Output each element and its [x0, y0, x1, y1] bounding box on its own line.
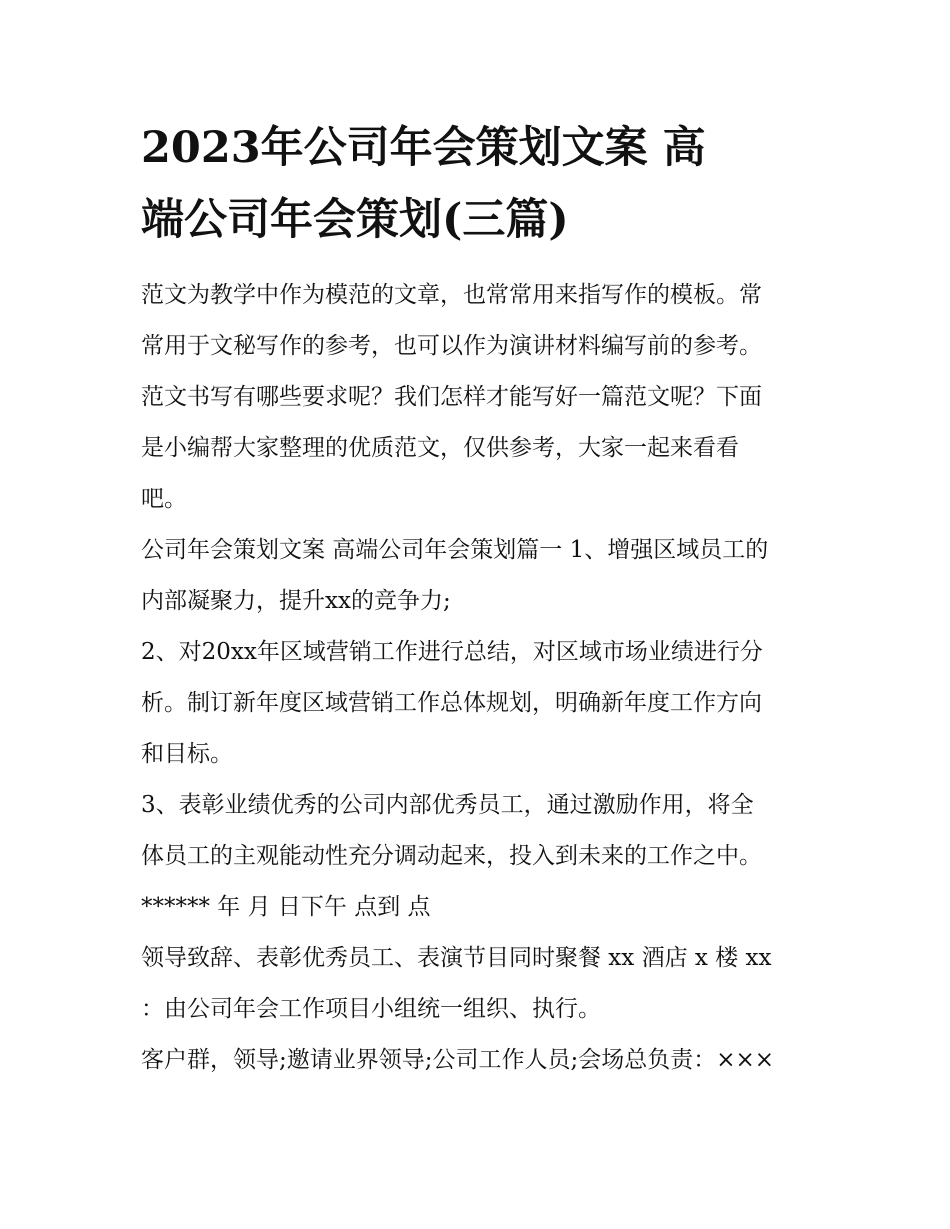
body-line-2: 常用于文秘写作的参考，也可以作为演讲材料编写前的参考。: [141, 333, 762, 359]
body-line-7: 内部凝聚力，提升xx的竞争力;: [141, 588, 451, 614]
body-line-15: ：由公司年会工作项目小组统一组织、执行。: [141, 996, 601, 1022]
document-title: [141, 112, 821, 256]
title-line-1: 2023年公司年会策划文案 高: [141, 123, 706, 173]
document-body: [141, 270, 821, 1086]
document-page: [141, 112, 821, 1086]
body-line-4: 是小编帮大家整理的优质范文，仅供参考，大家一起来看看: [141, 435, 739, 461]
body-line-5: 吧。: [141, 486, 187, 512]
body-line-16: 客户群，领导;邀请业界领导;公司工作人员;会场总负责：×××: [141, 1047, 775, 1073]
body-line-14: 领导致辞、表彰优秀员工、表演节目同时聚餐 xx 酒店 x 楼 xx: [141, 945, 772, 971]
body-line-12: 体员工的主观能动性充分调动起来，投入到未来的工作之中。: [141, 843, 762, 869]
body-line-3: 范文书写有哪些要求呢？我们怎样才能写好一篇范文呢？下面: [141, 384, 762, 410]
title-line-2: 端公司年会策划(三篇): [141, 195, 569, 245]
body-line-8: 2、对20xx年区域营销工作进行总结，对区域市场业绩进行分: [141, 639, 763, 665]
body-line-11: 3、表彰业绩优秀的公司内部优秀员工，通过激励作用，将全: [141, 792, 754, 818]
body-line-1: 范文为教学中作为模范的文章，也常常用来指写作的模板。常: [141, 282, 762, 308]
body-line-10: 和目标。: [141, 741, 233, 767]
body-line-9: 析。制订新年度区域营销工作总体规划，明确新年度工作方向: [141, 690, 762, 716]
body-line-13: ****** 年 月 日下午 点到 点: [141, 894, 431, 920]
body-line-6: 公司年会策划文案 高端公司年会策划篇一 1、增强区域员工的: [141, 537, 769, 563]
